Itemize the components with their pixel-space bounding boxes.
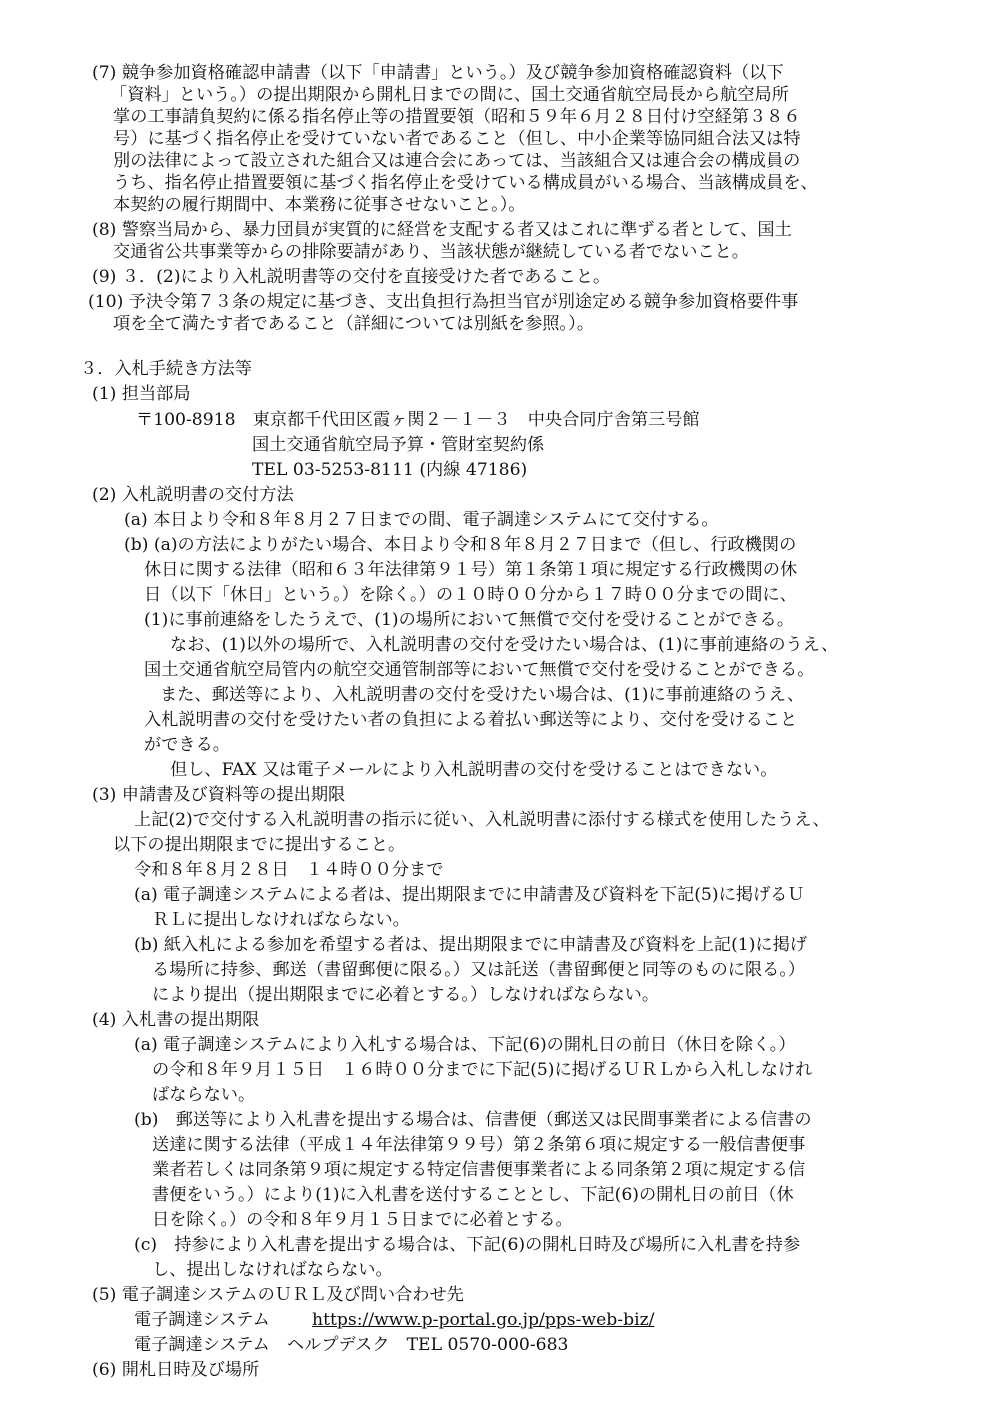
text-line: (2) 入札説明書の交付方法 (92, 485, 294, 505)
text-line: ができる。 (144, 735, 230, 755)
text-line: TEL 03-5253-8111 (内線 47186) (252, 460, 528, 480)
text-line: 休日に関する法律（昭和６３年法律第９１号）第１条第１項に規定する行政機関の休 (144, 560, 798, 580)
text-line: し、提出しなければならない。 (152, 1260, 393, 1280)
text-line: 日（以下「休日」という。）を除く。）の１０時００分から１７時００分までの間に、 (144, 585, 797, 605)
text-line: 以下の提出期限までに提出すること。 (113, 835, 406, 855)
text-line: (5) 電子調達システムのＵＲＬ及び問い合わせ先 (92, 1285, 464, 1305)
text-line: ばならない。 (152, 1085, 256, 1105)
text-line: る場所に持参、郵送（書留郵便に限る。）又は託送（書留郵便と同等のものに限る。） (152, 960, 806, 980)
text-line: (b) (a)の方法によりがたい場合、本日より令和８年８月２７日まで（但し、行政機関の (124, 535, 797, 555)
text-line: ＲＬに提出しなければならない。 (152, 910, 410, 930)
section-heading: ３．入札手続き方法等 (80, 359, 252, 379)
text-line: (1)に事前連絡をしたうえで、(1)の場所において無償で交付を受けることができる。 (144, 610, 794, 630)
text-line: 電子調達システム (134, 1310, 287, 1330)
text-line: (1) 担当部局 (92, 384, 191, 404)
text-line: 交通省公共事業等からの排除要請があり、当該状態が継続している者でないこと。 (113, 242, 749, 262)
text-line: (b) 紙入札による参加を希望する者は、提出期限までに申請書及び資料を上記(1)に掲げ (134, 935, 807, 955)
text-line: 項を全て満たす者であること（詳細については別紙を参照。）。 (113, 314, 594, 334)
text-line: 〒100-8918 東京都千代田区霞ヶ関２－１－３ 中央合同庁舎第三号館 (136, 410, 700, 430)
text-line: 号）に基づく指名停止を受けていない者であること（但し、中小企業等協同組合法又は特 (113, 129, 801, 149)
text-line: 国土交通省航空局管内の航空交通管制部等において無償で交付を受けることができる。 (144, 660, 815, 680)
text-line: なお、(1)以外の場所で、入札説明書の交付を受けたい場合は、(1)に事前連絡のうえ、 (170, 635, 839, 655)
text-line: (7) 競争参加資格確認申請書（以下「申請書」という。）及び競争参加資格確認資料（以下 (92, 63, 784, 83)
text-line: (b) 郵送等により入札書を提出する場合は、信書便（郵送又は民間事業者による信書の (134, 1110, 812, 1130)
text-line: (8) 警察当局から、暴力団員が実質的に経営を支配する者又はこれに準ずる者として、国土 (92, 220, 792, 240)
text-line: (10) 予決令第７３条の規定に基づき、支出負担行為担当官が別途定める競争参加資格要件事 (88, 292, 799, 312)
text-line: 令和８年８月２８日 １４時００分まで (134, 860, 444, 880)
text-line: 但し、FAX 又は電子メールにより入札説明書の交付を受けることはできない。 (170, 760, 778, 780)
portal-url-link[interactable]: https://www.p-portal.go.jp/pps-web-biz/ (312, 1310, 655, 1330)
text-line: 電子調達システム ヘルプデスク TEL 0570-000-683 (134, 1335, 569, 1355)
text-line: (4) 入札書の提出期限 (92, 1010, 260, 1030)
text-line: 書便をいう。）により(1)に入札書を送付することとし、下記(6)の開札日の前日（休 (152, 1185, 794, 1205)
text-line: (3) 申請書及び資料等の提出期限 (92, 785, 346, 805)
text-line: 別の法律によって設立された組合又は連合会にあっては、当該組合又は連合会の構成員の (113, 151, 801, 171)
text-line: により提出（提出期限までに必着とする。）しなければならない。 (152, 985, 660, 1005)
text-line: (a) 電子調達システムにより入札する場合は、下記(6)の開札日の前日（休日を除く。） (134, 1035, 796, 1055)
text-line: (9) ３．(2)により入札説明書等の交付を直接受けた者であること。 (92, 267, 611, 287)
text-line: 入札説明書の交付を受けたい者の負担による着払い郵送等により、交付を受けること (144, 710, 798, 730)
text-line: 掌の工事請負契約に係る指名停止等の措置要領（昭和５９年６月２８日付け空経第３８６ (113, 107, 801, 127)
text-line: (a) 電子調達システムによる者は、提出期限までに申請書及び資料を下記(5)に掲げるＵ (134, 885, 805, 905)
text-line: (a) 本日より令和８年８月２７日までの間、電子調達システムにて交付する。 (124, 510, 719, 530)
text-line: 上記(2)で交付する入札説明書の指示に従い、入札説明書に添付する様式を使用したうえ、 (134, 810, 830, 830)
text-line: 日を除く。）の令和８年９月１５日までに必着とする。 (152, 1210, 573, 1230)
text-line: 国土交通省航空局予算・管財室契約係 (252, 435, 545, 455)
text-line: また、郵送等により、入札説明書の交付を受けたい場合は、(1)に事前連絡のうえ、 (160, 685, 805, 705)
text-line: うち、指名停止措置要領に基づく指名停止を受けている構成員がいる場合、当該構成員を、 (113, 173, 818, 193)
text-line: (6) 開札日時及び場所 (92, 1360, 260, 1380)
text-line: 「資料」という。）の提出期限から開札日までの間に、国土交通省航空局長から航空局所 (110, 85, 789, 105)
text-line: の令和８年９月１５日 １６時００分までに下記(5)に掲げるＵＲＬから入札しなけれ (152, 1060, 813, 1080)
text-line: 業者若しくは同条第９項に規定する特定信書便事業者による同条第２項に規定する信 (152, 1160, 806, 1180)
text-line: (c) 持参により入札書を提出する場合は、下記(6)の開札日時及び場所に入札書を持参 (134, 1235, 801, 1255)
text-line: 本契約の履行期間中、本業務に従事させないこと。）。 (113, 195, 526, 215)
text-line: 送達に関する法律（平成１４年法律第９９号）第２条第６項に規定する一般信書便事 (152, 1135, 806, 1155)
